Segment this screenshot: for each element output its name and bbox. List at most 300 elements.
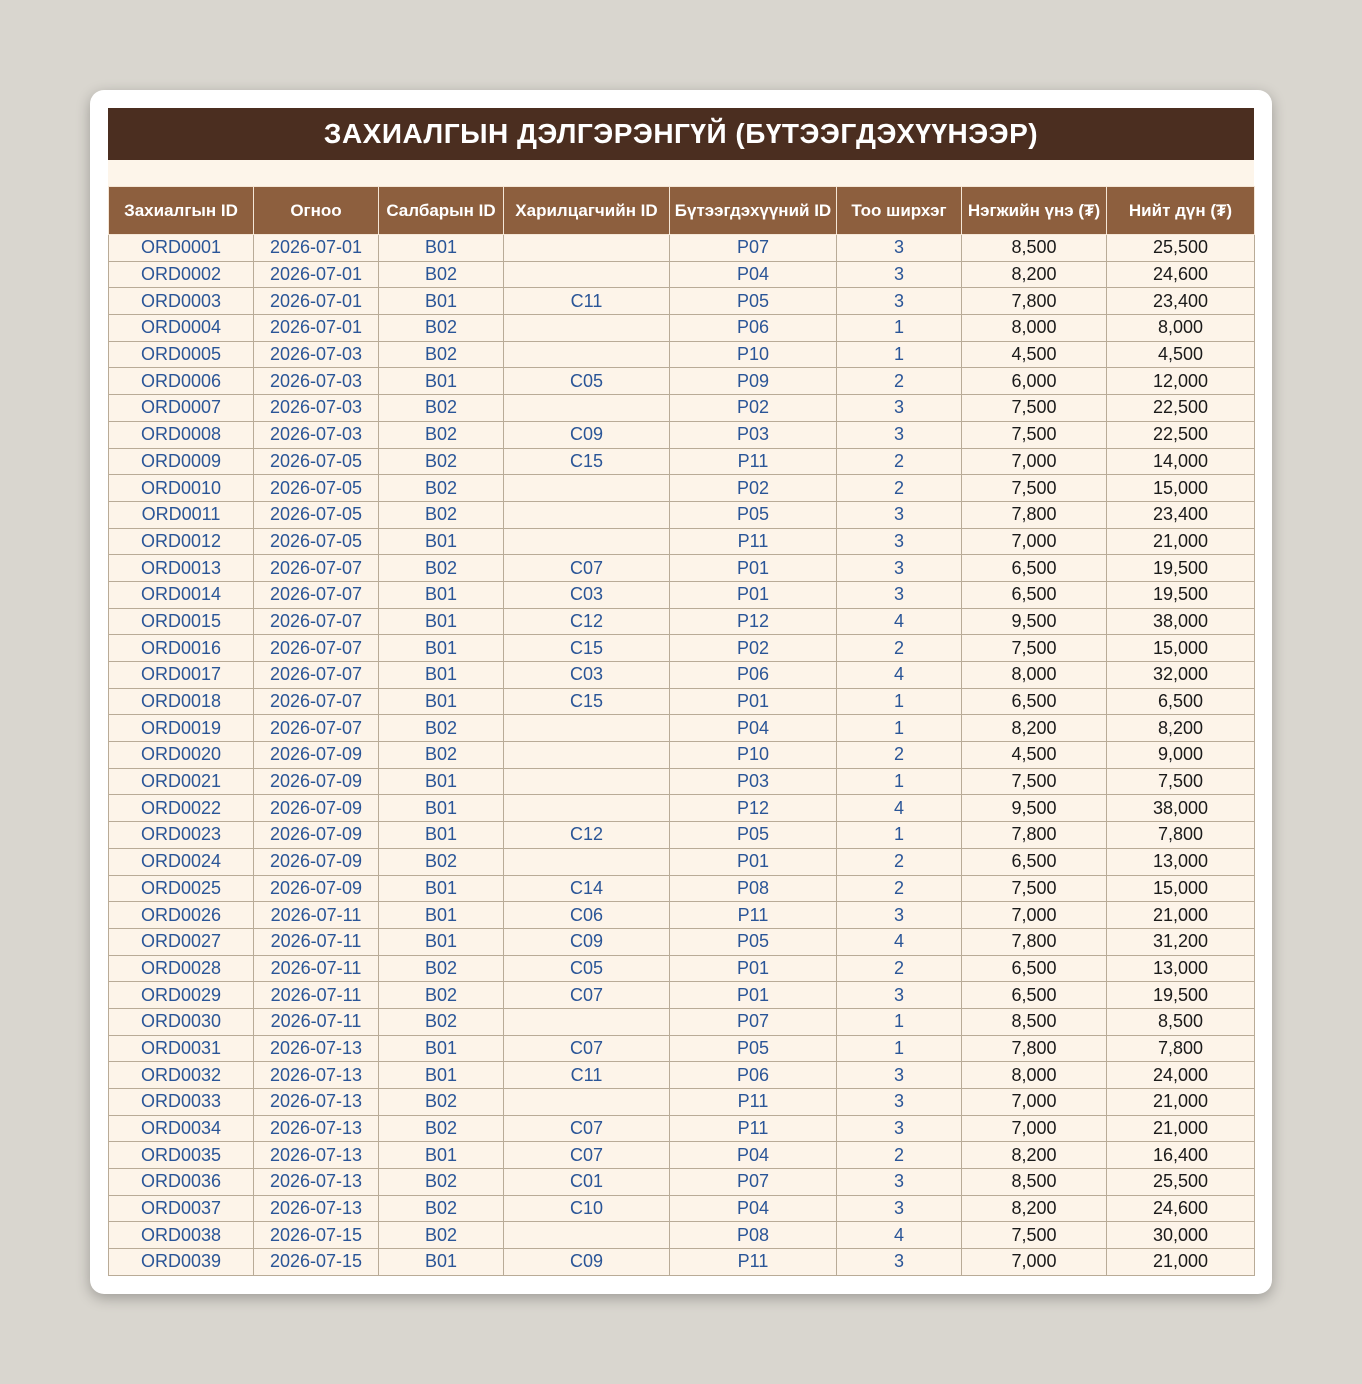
- order-id-cell[interactable]: ORD0035: [109, 1142, 254, 1169]
- branch-id-cell[interactable]: B01: [379, 608, 504, 635]
- branch-id-cell[interactable]: B02: [379, 1222, 504, 1249]
- branch-id-cell[interactable]: B02: [379, 448, 504, 475]
- branch-id-cell[interactable]: B02: [379, 475, 504, 502]
- branch-id-cell[interactable]: B01: [379, 235, 504, 262]
- quantity-cell[interactable]: 3: [837, 1089, 962, 1116]
- total-cell[interactable]: 32,000: [1107, 662, 1255, 689]
- date-cell[interactable]: 2026-07-05: [254, 528, 379, 555]
- date-cell[interactable]: 2026-07-05: [254, 475, 379, 502]
- product-id-cell[interactable]: P01: [670, 581, 837, 608]
- total-cell[interactable]: 19,500: [1107, 982, 1255, 1009]
- total-cell[interactable]: 21,000: [1107, 1249, 1255, 1276]
- date-cell[interactable]: 2026-07-11: [254, 982, 379, 1009]
- quantity-cell[interactable]: 3: [837, 1195, 962, 1222]
- quantity-cell[interactable]: 3: [837, 581, 962, 608]
- customer-id-cell[interactable]: [504, 315, 670, 342]
- branch-id-cell[interactable]: B02: [379, 715, 504, 742]
- unit-price-cell[interactable]: 4,500: [962, 742, 1107, 769]
- branch-id-cell[interactable]: B02: [379, 395, 504, 422]
- customer-id-cell[interactable]: [504, 848, 670, 875]
- col-quantity[interactable]: Тоо ширхэг: [837, 187, 962, 235]
- product-id-cell[interactable]: P10: [670, 742, 837, 769]
- date-cell[interactable]: 2026-07-07: [254, 715, 379, 742]
- branch-id-cell[interactable]: B01: [379, 902, 504, 929]
- unit-price-cell[interactable]: 7,000: [962, 902, 1107, 929]
- col-total[interactable]: Нийт дүн (₮): [1107, 187, 1255, 235]
- total-cell[interactable]: 23,400: [1107, 501, 1255, 528]
- customer-id-cell[interactable]: [504, 715, 670, 742]
- order-id-cell[interactable]: ORD0014: [109, 581, 254, 608]
- order-id-cell[interactable]: ORD0006: [109, 368, 254, 395]
- branch-id-cell[interactable]: B01: [379, 768, 504, 795]
- date-cell[interactable]: 2026-07-05: [254, 501, 379, 528]
- total-cell[interactable]: 8,200: [1107, 715, 1255, 742]
- order-id-cell[interactable]: ORD0001: [109, 235, 254, 262]
- customer-id-cell[interactable]: C07: [504, 555, 670, 582]
- customer-id-cell[interactable]: C15: [504, 448, 670, 475]
- branch-id-cell[interactable]: B02: [379, 1115, 504, 1142]
- unit-price-cell[interactable]: 6,500: [962, 982, 1107, 1009]
- unit-price-cell[interactable]: 7,500: [962, 875, 1107, 902]
- total-cell[interactable]: 38,000: [1107, 795, 1255, 822]
- total-cell[interactable]: 13,000: [1107, 955, 1255, 982]
- date-cell[interactable]: 2026-07-11: [254, 902, 379, 929]
- branch-id-cell[interactable]: B02: [379, 1089, 504, 1116]
- product-id-cell[interactable]: P11: [670, 1249, 837, 1276]
- order-id-cell[interactable]: ORD0012: [109, 528, 254, 555]
- unit-price-cell[interactable]: 8,500: [962, 1169, 1107, 1196]
- customer-id-cell[interactable]: [504, 235, 670, 262]
- quantity-cell[interactable]: 3: [837, 528, 962, 555]
- product-id-cell[interactable]: P12: [670, 608, 837, 635]
- quantity-cell[interactable]: 1: [837, 1035, 962, 1062]
- customer-id-cell[interactable]: C05: [504, 368, 670, 395]
- customer-id-cell[interactable]: [504, 475, 670, 502]
- date-cell[interactable]: 2026-07-13: [254, 1089, 379, 1116]
- order-id-cell[interactable]: ORD0033: [109, 1089, 254, 1116]
- branch-id-cell[interactable]: B01: [379, 822, 504, 849]
- product-id-cell[interactable]: P11: [670, 1089, 837, 1116]
- date-cell[interactable]: 2026-07-13: [254, 1115, 379, 1142]
- col-date[interactable]: Огноо: [254, 187, 379, 235]
- total-cell[interactable]: 16,400: [1107, 1142, 1255, 1169]
- date-cell[interactable]: 2026-07-07: [254, 688, 379, 715]
- customer-id-cell[interactable]: [504, 768, 670, 795]
- date-cell[interactable]: 2026-07-11: [254, 928, 379, 955]
- total-cell[interactable]: 38,000: [1107, 608, 1255, 635]
- unit-price-cell[interactable]: 7,800: [962, 822, 1107, 849]
- branch-id-cell[interactable]: B02: [379, 848, 504, 875]
- unit-price-cell[interactable]: 8,200: [962, 261, 1107, 288]
- total-cell[interactable]: 21,000: [1107, 528, 1255, 555]
- col-branch-id[interactable]: Салбарын ID: [379, 187, 504, 235]
- customer-id-cell[interactable]: [504, 341, 670, 368]
- product-id-cell[interactable]: P03: [670, 768, 837, 795]
- total-cell[interactable]: 24,000: [1107, 1062, 1255, 1089]
- quantity-cell[interactable]: 3: [837, 288, 962, 315]
- unit-price-cell[interactable]: 7,000: [962, 1089, 1107, 1116]
- customer-id-cell[interactable]: C06: [504, 902, 670, 929]
- date-cell[interactable]: 2026-07-09: [254, 875, 379, 902]
- date-cell[interactable]: 2026-07-03: [254, 421, 379, 448]
- branch-id-cell[interactable]: B01: [379, 635, 504, 662]
- total-cell[interactable]: 22,500: [1107, 421, 1255, 448]
- unit-price-cell[interactable]: 4,500: [962, 341, 1107, 368]
- order-id-cell[interactable]: ORD0021: [109, 768, 254, 795]
- date-cell[interactable]: 2026-07-01: [254, 235, 379, 262]
- quantity-cell[interactable]: 4: [837, 1222, 962, 1249]
- unit-price-cell[interactable]: 7,500: [962, 395, 1107, 422]
- product-id-cell[interactable]: P04: [670, 1142, 837, 1169]
- order-id-cell[interactable]: ORD0036: [109, 1169, 254, 1196]
- product-id-cell[interactable]: P04: [670, 715, 837, 742]
- order-id-cell[interactable]: ORD0020: [109, 742, 254, 769]
- branch-id-cell[interactable]: B02: [379, 341, 504, 368]
- customer-id-cell[interactable]: C03: [504, 581, 670, 608]
- unit-price-cell[interactable]: 9,500: [962, 608, 1107, 635]
- date-cell[interactable]: 2026-07-07: [254, 662, 379, 689]
- product-id-cell[interactable]: P05: [670, 288, 837, 315]
- unit-price-cell[interactable]: 7,500: [962, 475, 1107, 502]
- order-id-cell[interactable]: ORD0028: [109, 955, 254, 982]
- quantity-cell[interactable]: 3: [837, 421, 962, 448]
- total-cell[interactable]: 12,000: [1107, 368, 1255, 395]
- date-cell[interactable]: 2026-07-01: [254, 261, 379, 288]
- col-product-id[interactable]: Бүтээгдэхүүний ID: [670, 187, 837, 235]
- product-id-cell[interactable]: P11: [670, 902, 837, 929]
- branch-id-cell[interactable]: B02: [379, 742, 504, 769]
- total-cell[interactable]: 22,500: [1107, 395, 1255, 422]
- order-id-cell[interactable]: ORD0031: [109, 1035, 254, 1062]
- branch-id-cell[interactable]: B01: [379, 581, 504, 608]
- product-id-cell[interactable]: P01: [670, 688, 837, 715]
- quantity-cell[interactable]: 2: [837, 848, 962, 875]
- customer-id-cell[interactable]: C10: [504, 1195, 670, 1222]
- unit-price-cell[interactable]: 6,000: [962, 368, 1107, 395]
- total-cell[interactable]: 19,500: [1107, 555, 1255, 582]
- branch-id-cell[interactable]: B02: [379, 1169, 504, 1196]
- date-cell[interactable]: 2026-07-07: [254, 608, 379, 635]
- customer-id-cell[interactable]: C05: [504, 955, 670, 982]
- date-cell[interactable]: 2026-07-09: [254, 768, 379, 795]
- col-order-id[interactable]: Захиалгын ID: [109, 187, 254, 235]
- unit-price-cell[interactable]: 8,500: [962, 235, 1107, 262]
- customer-id-cell[interactable]: C11: [504, 1062, 670, 1089]
- total-cell[interactable]: 9,000: [1107, 742, 1255, 769]
- customer-id-cell[interactable]: C03: [504, 662, 670, 689]
- quantity-cell[interactable]: 3: [837, 982, 962, 1009]
- quantity-cell[interactable]: 3: [837, 1062, 962, 1089]
- order-id-cell[interactable]: ORD0007: [109, 395, 254, 422]
- total-cell[interactable]: 13,000: [1107, 848, 1255, 875]
- branch-id-cell[interactable]: B02: [379, 955, 504, 982]
- order-id-cell[interactable]: ORD0023: [109, 822, 254, 849]
- unit-price-cell[interactable]: 7,800: [962, 501, 1107, 528]
- total-cell[interactable]: 31,200: [1107, 928, 1255, 955]
- product-id-cell[interactable]: P09: [670, 368, 837, 395]
- order-id-cell[interactable]: ORD0005: [109, 341, 254, 368]
- total-cell[interactable]: 4,500: [1107, 341, 1255, 368]
- order-id-cell[interactable]: ORD0026: [109, 902, 254, 929]
- order-id-cell[interactable]: ORD0022: [109, 795, 254, 822]
- product-id-cell[interactable]: P08: [670, 1222, 837, 1249]
- date-cell[interactable]: 2026-07-07: [254, 555, 379, 582]
- unit-price-cell[interactable]: 8,200: [962, 1142, 1107, 1169]
- customer-id-cell[interactable]: C01: [504, 1169, 670, 1196]
- quantity-cell[interactable]: 1: [837, 688, 962, 715]
- customer-id-cell[interactable]: C09: [504, 421, 670, 448]
- customer-id-cell[interactable]: C09: [504, 928, 670, 955]
- unit-price-cell[interactable]: 7,000: [962, 448, 1107, 475]
- quantity-cell[interactable]: 1: [837, 715, 962, 742]
- date-cell[interactable]: 2026-07-01: [254, 315, 379, 342]
- unit-price-cell[interactable]: 7,000: [962, 528, 1107, 555]
- date-cell[interactable]: 2026-07-13: [254, 1062, 379, 1089]
- unit-price-cell[interactable]: 6,500: [962, 848, 1107, 875]
- customer-id-cell[interactable]: C14: [504, 875, 670, 902]
- product-id-cell[interactable]: P05: [670, 822, 837, 849]
- order-id-cell[interactable]: ORD0029: [109, 982, 254, 1009]
- date-cell[interactable]: 2026-07-13: [254, 1142, 379, 1169]
- date-cell[interactable]: 2026-07-07: [254, 581, 379, 608]
- product-id-cell[interactable]: P01: [670, 848, 837, 875]
- date-cell[interactable]: 2026-07-03: [254, 341, 379, 368]
- quantity-cell[interactable]: 4: [837, 608, 962, 635]
- customer-id-cell[interactable]: C07: [504, 1115, 670, 1142]
- date-cell[interactable]: 2026-07-11: [254, 955, 379, 982]
- customer-id-cell[interactable]: C07: [504, 1142, 670, 1169]
- date-cell[interactable]: 2026-07-03: [254, 368, 379, 395]
- total-cell[interactable]: 7,800: [1107, 1035, 1255, 1062]
- customer-id-cell[interactable]: [504, 1089, 670, 1116]
- quantity-cell[interactable]: 1: [837, 822, 962, 849]
- unit-price-cell[interactable]: 6,500: [962, 688, 1107, 715]
- col-customer-id[interactable]: Харилцагчийн ID: [504, 187, 670, 235]
- order-id-cell[interactable]: ORD0013: [109, 555, 254, 582]
- product-id-cell[interactable]: P02: [670, 635, 837, 662]
- total-cell[interactable]: 8,000: [1107, 315, 1255, 342]
- date-cell[interactable]: 2026-07-09: [254, 742, 379, 769]
- quantity-cell[interactable]: 1: [837, 315, 962, 342]
- order-id-cell[interactable]: ORD0038: [109, 1222, 254, 1249]
- order-id-cell[interactable]: ORD0030: [109, 1008, 254, 1035]
- product-id-cell[interactable]: P06: [670, 662, 837, 689]
- quantity-cell[interactable]: 2: [837, 955, 962, 982]
- order-id-cell[interactable]: ORD0034: [109, 1115, 254, 1142]
- customer-id-cell[interactable]: C12: [504, 608, 670, 635]
- total-cell[interactable]: 25,500: [1107, 1169, 1255, 1196]
- order-id-cell[interactable]: ORD0019: [109, 715, 254, 742]
- branch-id-cell[interactable]: B02: [379, 1008, 504, 1035]
- quantity-cell[interactable]: 2: [837, 475, 962, 502]
- product-id-cell[interactable]: P05: [670, 1035, 837, 1062]
- quantity-cell[interactable]: 3: [837, 1249, 962, 1276]
- quantity-cell[interactable]: 4: [837, 795, 962, 822]
- quantity-cell[interactable]: 3: [837, 235, 962, 262]
- customer-id-cell[interactable]: [504, 742, 670, 769]
- order-id-cell[interactable]: ORD0017: [109, 662, 254, 689]
- branch-id-cell[interactable]: B01: [379, 1142, 504, 1169]
- product-id-cell[interactable]: P02: [670, 475, 837, 502]
- order-id-cell[interactable]: ORD0018: [109, 688, 254, 715]
- quantity-cell[interactable]: 3: [837, 1169, 962, 1196]
- date-cell[interactable]: 2026-07-07: [254, 635, 379, 662]
- date-cell[interactable]: 2026-07-13: [254, 1035, 379, 1062]
- branch-id-cell[interactable]: B01: [379, 875, 504, 902]
- unit-price-cell[interactable]: 8,000: [962, 662, 1107, 689]
- branch-id-cell[interactable]: B02: [379, 555, 504, 582]
- order-id-cell[interactable]: ORD0025: [109, 875, 254, 902]
- total-cell[interactable]: 15,000: [1107, 635, 1255, 662]
- total-cell[interactable]: 15,000: [1107, 475, 1255, 502]
- unit-price-cell[interactable]: 7,000: [962, 1249, 1107, 1276]
- quantity-cell[interactable]: 4: [837, 662, 962, 689]
- order-id-cell[interactable]: ORD0003: [109, 288, 254, 315]
- product-id-cell[interactable]: P05: [670, 501, 837, 528]
- branch-id-cell[interactable]: B01: [379, 1035, 504, 1062]
- product-id-cell[interactable]: P04: [670, 1195, 837, 1222]
- order-id-cell[interactable]: ORD0011: [109, 501, 254, 528]
- product-id-cell[interactable]: P08: [670, 875, 837, 902]
- total-cell[interactable]: 24,600: [1107, 261, 1255, 288]
- product-id-cell[interactable]: P11: [670, 448, 837, 475]
- total-cell[interactable]: 15,000: [1107, 875, 1255, 902]
- product-id-cell[interactable]: P11: [670, 1115, 837, 1142]
- total-cell[interactable]: 25,500: [1107, 235, 1255, 262]
- date-cell[interactable]: 2026-07-13: [254, 1169, 379, 1196]
- branch-id-cell[interactable]: B01: [379, 1062, 504, 1089]
- quantity-cell[interactable]: 2: [837, 635, 962, 662]
- customer-id-cell[interactable]: C15: [504, 635, 670, 662]
- quantity-cell[interactable]: 3: [837, 902, 962, 929]
- unit-price-cell[interactable]: 6,500: [962, 955, 1107, 982]
- unit-price-cell[interactable]: 8,200: [962, 715, 1107, 742]
- date-cell[interactable]: 2026-07-11: [254, 1008, 379, 1035]
- unit-price-cell[interactable]: 7,500: [962, 1222, 1107, 1249]
- date-cell[interactable]: 2026-07-09: [254, 795, 379, 822]
- unit-price-cell[interactable]: 7,800: [962, 928, 1107, 955]
- col-unit-price[interactable]: Нэгжийн үнэ (₮): [962, 187, 1107, 235]
- date-cell[interactable]: 2026-07-09: [254, 848, 379, 875]
- customer-id-cell[interactable]: C07: [504, 1035, 670, 1062]
- unit-price-cell[interactable]: 7,500: [962, 635, 1107, 662]
- unit-price-cell[interactable]: 6,500: [962, 555, 1107, 582]
- branch-id-cell[interactable]: B01: [379, 368, 504, 395]
- unit-price-cell[interactable]: 7,500: [962, 421, 1107, 448]
- total-cell[interactable]: 8,500: [1107, 1008, 1255, 1035]
- total-cell[interactable]: 14,000: [1107, 448, 1255, 475]
- branch-id-cell[interactable]: B02: [379, 1195, 504, 1222]
- quantity-cell[interactable]: 1: [837, 341, 962, 368]
- order-id-cell[interactable]: ORD0024: [109, 848, 254, 875]
- date-cell[interactable]: 2026-07-15: [254, 1222, 379, 1249]
- unit-price-cell[interactable]: 8,000: [962, 315, 1107, 342]
- total-cell[interactable]: 30,000: [1107, 1222, 1255, 1249]
- product-id-cell[interactable]: P04: [670, 261, 837, 288]
- product-id-cell[interactable]: P01: [670, 982, 837, 1009]
- customer-id-cell[interactable]: C12: [504, 822, 670, 849]
- total-cell[interactable]: 7,800: [1107, 822, 1255, 849]
- customer-id-cell[interactable]: C07: [504, 982, 670, 1009]
- product-id-cell[interactable]: P01: [670, 955, 837, 982]
- branch-id-cell[interactable]: B02: [379, 501, 504, 528]
- order-id-cell[interactable]: ORD0008: [109, 421, 254, 448]
- branch-id-cell[interactable]: B02: [379, 315, 504, 342]
- unit-price-cell[interactable]: 7,800: [962, 1035, 1107, 1062]
- customer-id-cell[interactable]: C09: [504, 1249, 670, 1276]
- branch-id-cell[interactable]: B01: [379, 795, 504, 822]
- customer-id-cell[interactable]: [504, 261, 670, 288]
- date-cell[interactable]: 2026-07-03: [254, 395, 379, 422]
- quantity-cell[interactable]: 1: [837, 768, 962, 795]
- product-id-cell[interactable]: P07: [670, 1008, 837, 1035]
- branch-id-cell[interactable]: B01: [379, 928, 504, 955]
- date-cell[interactable]: 2026-07-09: [254, 822, 379, 849]
- customer-id-cell[interactable]: C15: [504, 688, 670, 715]
- quantity-cell[interactable]: 2: [837, 368, 962, 395]
- total-cell[interactable]: 21,000: [1107, 902, 1255, 929]
- branch-id-cell[interactable]: B02: [379, 982, 504, 1009]
- product-id-cell[interactable]: P10: [670, 341, 837, 368]
- branch-id-cell[interactable]: B02: [379, 421, 504, 448]
- total-cell[interactable]: 19,500: [1107, 581, 1255, 608]
- order-id-cell[interactable]: ORD0032: [109, 1062, 254, 1089]
- total-cell[interactable]: 21,000: [1107, 1115, 1255, 1142]
- customer-id-cell[interactable]: C11: [504, 288, 670, 315]
- quantity-cell[interactable]: 3: [837, 1115, 962, 1142]
- product-id-cell[interactable]: P06: [670, 315, 837, 342]
- customer-id-cell[interactable]: [504, 1222, 670, 1249]
- unit-price-cell[interactable]: 9,500: [962, 795, 1107, 822]
- unit-price-cell[interactable]: 8,200: [962, 1195, 1107, 1222]
- date-cell[interactable]: 2026-07-01: [254, 288, 379, 315]
- customer-id-cell[interactable]: [504, 1008, 670, 1035]
- product-id-cell[interactable]: P05: [670, 928, 837, 955]
- quantity-cell[interactable]: 1: [837, 1008, 962, 1035]
- total-cell[interactable]: 24,600: [1107, 1195, 1255, 1222]
- branch-id-cell[interactable]: B01: [379, 288, 504, 315]
- customer-id-cell[interactable]: [504, 528, 670, 555]
- product-id-cell[interactable]: P12: [670, 795, 837, 822]
- quantity-cell[interactable]: 3: [837, 395, 962, 422]
- date-cell[interactable]: 2026-07-13: [254, 1195, 379, 1222]
- date-cell[interactable]: 2026-07-15: [254, 1249, 379, 1276]
- product-id-cell[interactable]: P03: [670, 421, 837, 448]
- quantity-cell[interactable]: 2: [837, 1142, 962, 1169]
- quantity-cell[interactable]: 4: [837, 928, 962, 955]
- product-id-cell[interactable]: P06: [670, 1062, 837, 1089]
- order-id-cell[interactable]: ORD0027: [109, 928, 254, 955]
- total-cell[interactable]: 23,400: [1107, 288, 1255, 315]
- unit-price-cell[interactable]: 8,000: [962, 1062, 1107, 1089]
- quantity-cell[interactable]: 3: [837, 261, 962, 288]
- date-cell[interactable]: 2026-07-05: [254, 448, 379, 475]
- branch-id-cell[interactable]: B01: [379, 688, 504, 715]
- total-cell[interactable]: 6,500: [1107, 688, 1255, 715]
- branch-id-cell[interactable]: B01: [379, 1249, 504, 1276]
- quantity-cell[interactable]: 3: [837, 555, 962, 582]
- unit-price-cell[interactable]: 6,500: [962, 581, 1107, 608]
- branch-id-cell[interactable]: B01: [379, 662, 504, 689]
- total-cell[interactable]: 21,000: [1107, 1089, 1255, 1116]
- total-cell[interactable]: 7,500: [1107, 768, 1255, 795]
- product-id-cell[interactable]: P07: [670, 235, 837, 262]
- quantity-cell[interactable]: 2: [837, 448, 962, 475]
- product-id-cell[interactable]: P01: [670, 555, 837, 582]
- quantity-cell[interactable]: 2: [837, 742, 962, 769]
- quantity-cell[interactable]: 3: [837, 501, 962, 528]
- product-id-cell[interactable]: P07: [670, 1169, 837, 1196]
